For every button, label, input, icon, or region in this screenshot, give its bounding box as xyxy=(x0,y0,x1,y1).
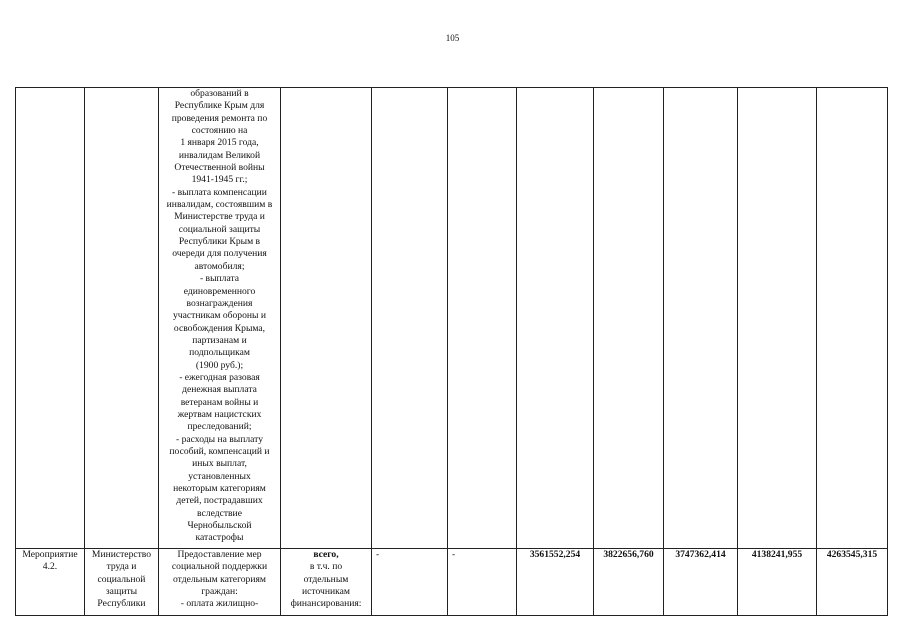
value-cell: 3561552,254 xyxy=(517,549,594,616)
value-cell xyxy=(738,88,817,549)
value-cell xyxy=(372,88,448,549)
table-row xyxy=(16,88,888,549)
funding-source-cell xyxy=(281,88,372,549)
funding-total-label: всего, xyxy=(313,549,339,560)
value-cell: - xyxy=(372,549,448,616)
funding-source-cell: всего, в т.ч. по отдельным источникам финансирования: xyxy=(281,549,372,616)
page-number: 105 xyxy=(445,33,460,43)
value-cell: 4263545,315 xyxy=(817,549,888,616)
description-cell: Предоставление мер социальной поддержки отдельным категориям граждан: - оплата жилищно- xyxy=(159,549,281,616)
value-cell xyxy=(664,88,738,549)
program-table xyxy=(15,87,888,616)
table-row xyxy=(16,549,888,616)
value-cell: - xyxy=(448,549,517,616)
value-cell xyxy=(817,88,888,549)
executor-cell xyxy=(85,88,159,549)
value-cell xyxy=(448,88,517,549)
description-cell: образований в Республике Крым для проведения ремонта по состоянию на 1 января 2015 года, инвалидам Великой Отечественной войны 1941-1945 гг.; - выплата компенсации инвалидам, состоявшим в Министерстве труда и социальной защиты Республики Крым в очереди для получения автомобиля; - выплата единовременного вознаграждения участникам обороны и освобождения Крыма, партизанам и подпольщикам (1900 руб.); - ежегодная разовая денежная выплата ветеранам войны и жертвам нацистских преследований; - расходы на выплату пособий, компенсаций и иных выплат, установленных некоторым категориям детей, пострадавших вследствие Чернобыльской катастрофы xyxy=(159,88,281,549)
value-cell: 4138241,955 xyxy=(738,549,817,616)
value-cell: 3822656,760 xyxy=(594,549,664,616)
value-cell xyxy=(517,88,594,549)
measure-cell xyxy=(16,88,85,549)
value-cell: 3747362,414 xyxy=(664,549,738,616)
value-cell xyxy=(594,88,664,549)
measure-cell: Мероприятие 4.2. xyxy=(16,549,85,616)
executor-cell: Министерство труда и социальной защиты Республики xyxy=(85,549,159,616)
